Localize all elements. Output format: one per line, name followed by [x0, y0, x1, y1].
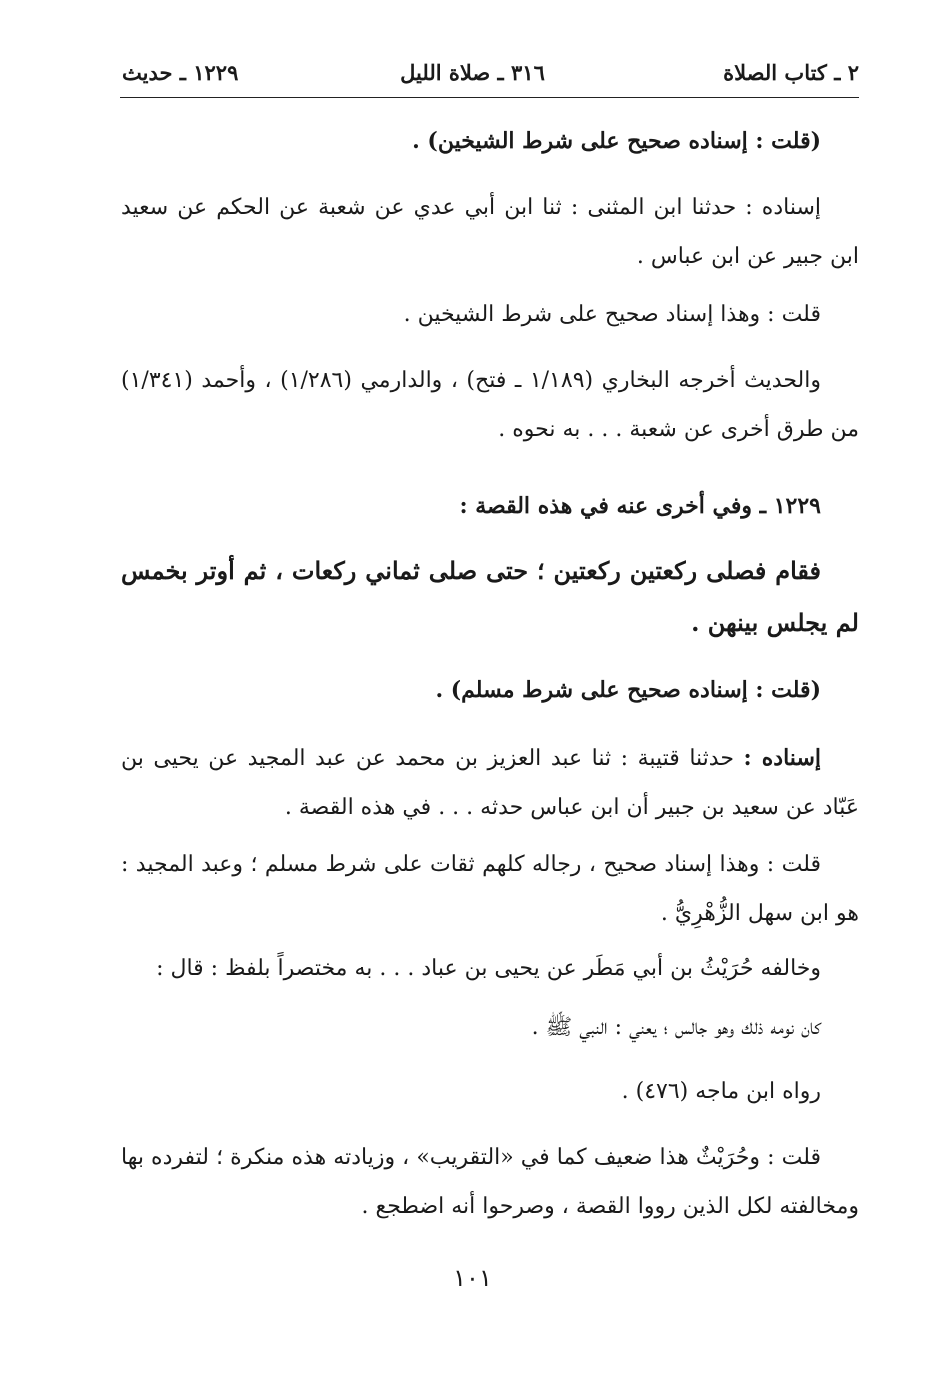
isnad-text: حدثنا قتيبة : ثنا عبد العزيز بن محمد عن عبد المجيد عن يحيى بن عَبّاد عن سعيد بن جبير أن ابن عباس حدثه . . . في هذه القصة . — [121, 746, 859, 820]
page-number: ١٠١ — [453, 1264, 492, 1292]
paragraph-isnad-1: إسناده : حدثنا ابن المثنى : ثنا ابن أبي عدي عن شعبة عن الحكم عن سعيد ابن جبير عن ابن عباس . — [121, 195, 859, 269]
header-rule — [120, 97, 859, 98]
paragraph-isnad-2 — [121, 734, 859, 832]
header-book-title: ٢ ـ كتاب الصلاة — [723, 60, 859, 85]
isnad-label: إسناده : — [743, 745, 821, 771]
paragraph-note-4: قلت : وحُرَيْثٌ هذا ضعيف كما في «التقريب» ، وزيادته هذه منكرة ؛ لتفرده بها ومخالفته لكل الذين رووا القصة ، وصرحوا أنه اضطجع . — [121, 1145, 859, 1219]
header-chapter-title: ٣١٦ ـ صلاة الليل — [400, 60, 545, 85]
paragraph-source: رواه ابن ماجه (٤٧٦) . — [621, 1079, 821, 1104]
paragraph-grading-1: (قلت : إسناده صحيح على شرط الشيخين) . — [412, 128, 821, 154]
paragraph-note-2: قلت : وهذا إسناد صحيح ، رجاله كلهم ثقات على شرط مسلم ؛ وعبد المجيد : هو ابن سهل الزُّهْرِيُّ . — [121, 852, 859, 926]
paragraph-quote: كان نومه ذلك وهو جالس ؛ يعني : النبي ﷺ . — [531, 1015, 821, 1040]
header-hadith-number: ١٢٢٩ ـ حديث — [122, 60, 239, 85]
paragraph-takhrij-1: والحديث أخرجه البخاري (١/١٨٩ ـ فتح) ، والدارمي (١/٢٨٦) ، وأحمد (١/٣٤١) من طرق أخرى عن شعبة . . . به نحوه . — [121, 368, 859, 442]
paragraph-note-3: وخالفه حُرَيْثُ بن أبي مَطَر عن يحيى بن عباد . . . به مختصراً بلفظ : قال : — [156, 956, 821, 981]
paragraph-grading-2: (قلت : إسناده صحيح على شرط مسلم) . — [435, 677, 821, 703]
hadith-text-1229: فقام فصلى ركعتين ركعتين ؛ حتى صلى ثماني ركعات ، ثم أوتر بخمس لم يجلس بينهن . — [121, 556, 859, 637]
paragraph-note-1: قلت : وهذا إسناد صحيح على شرط الشيخين . — [403, 302, 821, 327]
hadith-heading-1229: ١٢٢٩ ـ وفي أخرى عنه في هذه القصة : — [459, 493, 821, 519]
